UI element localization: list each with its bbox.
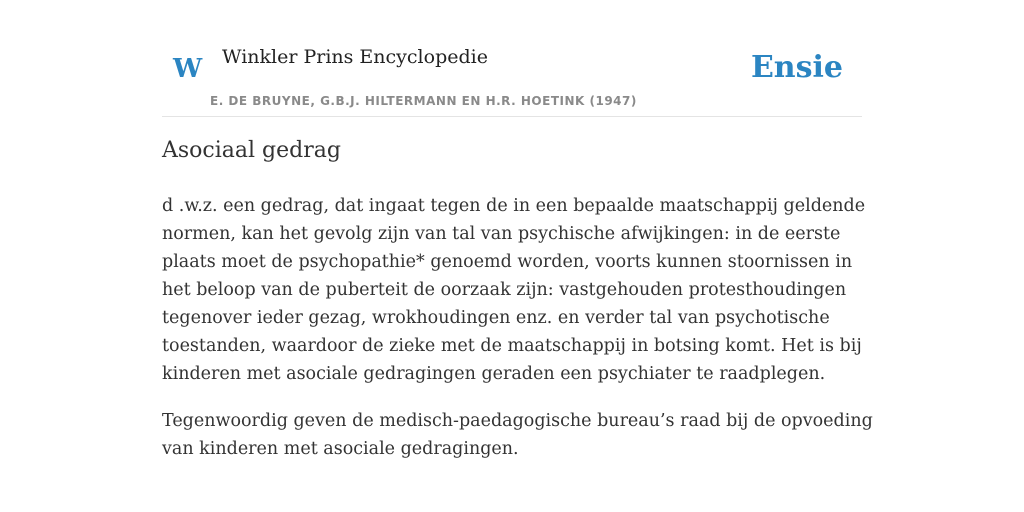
source-authors: E. DE BRUYNE, G.B.J. HILTERMANN EN H.R. HOETINK (1947) [210,94,637,108]
source-title[interactable]: Winkler Prins Encyclopedie [222,46,488,68]
source-header [162,40,862,117]
article-title: Asociaal gedrag [162,138,341,163]
article-paragraph: d .w.z. een gedrag, dat ingaat tegen de in een bepaalde maatschappij geldende normen, kan het gevolg zijn van tal van psychische afwijkingen: in de eerste plaats moet de psychopathie* genoemd worden, voorts kunnen stoornissen in het beloop van de puberteit de oorzaak zijn: vastgehouden protesthoudingen tegenover ieder gezag, wrokhoudingen enz. en verder tal van psychotische toestanden, waardoor de zieke met de maatschappij in botsing komt. Het is bij kinderen met asociale gedragingen geraden een psychiater te raadplegen. [162,196,866,384]
source-logo[interactable]: W [173,54,203,84]
article-paragraph: Tegenwoordig geven de medisch-paedagogische bureau’s raad bij de opvoeding van kinderen met asociale gedragingen. [162,411,873,459]
article-body [162,192,882,482]
brand-logo-link[interactable]: Ensie [750,50,843,85]
